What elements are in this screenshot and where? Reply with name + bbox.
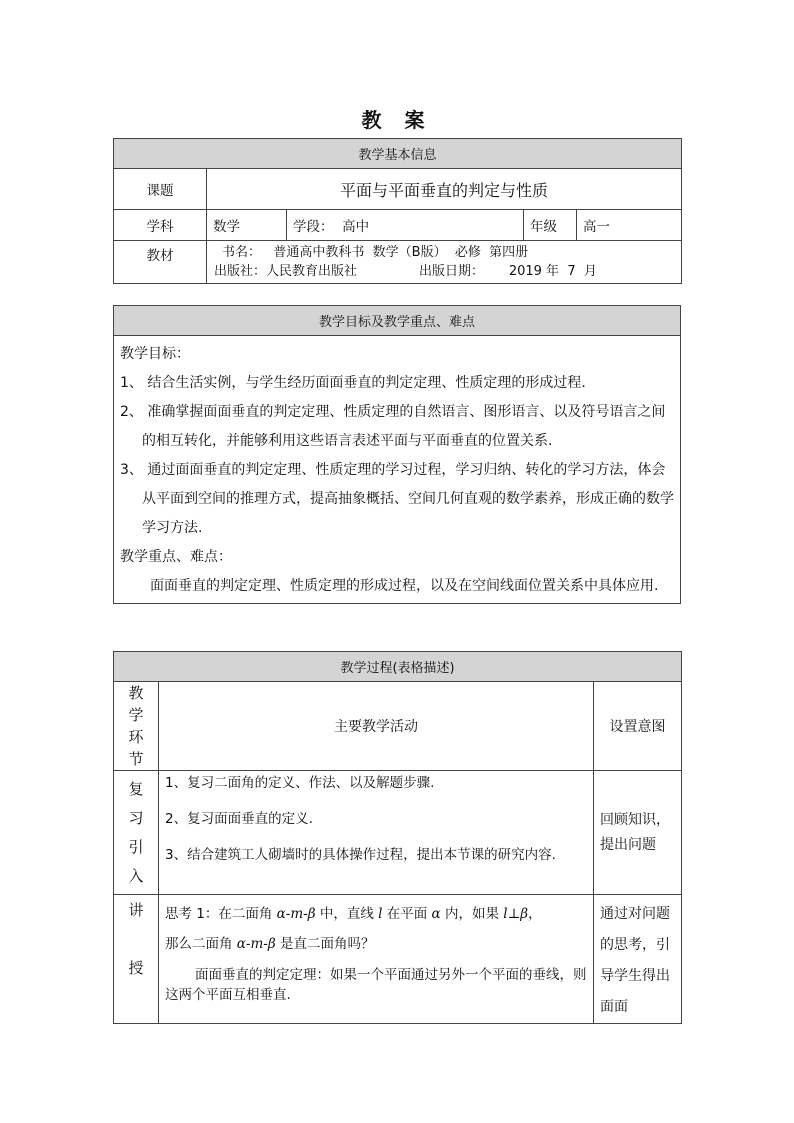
review-purpose: 回顾知识，提出问题 [594, 771, 682, 895]
pub-date-value: 2019 年 7 月 [508, 264, 597, 279]
col-purpose-header: 设置意图 [594, 682, 682, 771]
key-points-title: 教学重点、难点： [120, 549, 232, 565]
review-activity-2: 2、复习面面垂直的定义. [165, 811, 313, 827]
stage-cell [287, 210, 524, 241]
topic-label: 课题 [114, 169, 207, 210]
lecture-purpose: 通过对问题的思考，引导学生得出面面 [594, 895, 682, 1024]
goals-body [114, 336, 681, 604]
think-text: ， [528, 906, 542, 922]
review-stage-char: 复 [128, 779, 144, 798]
think-question-1-cont [165, 929, 587, 959]
pub-date-label: 出版日期： [419, 264, 485, 279]
goals-title: 教学目标： [120, 346, 190, 362]
goal-item-3: 3、 通过面面垂直的判定定理、性质定理的学习过程，学习归纳、转化的学习方法，体会从平面到空间的推理方式，提高抽象概括、空间几何直观的数学素养，形成正确的数学学习方法. [120, 462, 674, 536]
basic-info-table [113, 138, 682, 284]
stage-value: 高中 [342, 219, 370, 235]
review-activities [159, 771, 594, 895]
review-stage [114, 771, 159, 895]
book-name-value: 普通高中教科书 数学（B版） 必修 第四册 [273, 245, 529, 260]
math-expr: α-m-β [236, 936, 276, 952]
grade-label: 年级 [524, 210, 577, 241]
col-stage-char: 环 [128, 728, 144, 746]
theorem-text: 面面垂直的判定定理：如果一个平面通过另外一个平面的垂线，则这两个平面互相垂直. [165, 967, 587, 1003]
document-title: 教 案 [361, 108, 433, 132]
grade-value: 高一 [577, 210, 682, 241]
think-text: 内，如果 [440, 906, 504, 922]
textbook-info [207, 241, 682, 284]
goal-item-1: 1、 结合生活实例，与学生经历面面垂直的判定定理、性质定理的形成过程. [120, 375, 586, 391]
goals-table [113, 305, 681, 604]
math-expr: l⊥β [503, 906, 529, 922]
review-stage-char: 引 [128, 837, 144, 856]
key-points-text: 面面垂直的判定定理、性质定理的形成过程，以及在空间线面位置关系中具体应用. [150, 578, 659, 594]
lecture-stage-char: 授 [128, 959, 144, 977]
goals-header: 教学目标及教学重点、难点 [114, 306, 681, 336]
lecture-activities [159, 895, 594, 1024]
math-expr: α [431, 906, 441, 922]
col-stage-char: 学 [128, 706, 144, 724]
col-stage-char: 节 [128, 750, 144, 768]
subject-label: 学科 [114, 210, 207, 241]
math-expr: l [378, 906, 383, 922]
goal-item-2: 2、 准确掌握面面垂直的判定定理、性质定理的自然语言、图形语言、以及符号语言之间的相互转化，并能够利用这些语言表述平面与平面垂直的位置关系. [120, 404, 666, 449]
publisher-label: 出版社： [214, 264, 267, 279]
stage-label: 学段： [293, 219, 334, 235]
review-stage-char: 习 [128, 808, 144, 827]
col-stage-header [114, 682, 159, 771]
think-text: 那么二面角 [165, 936, 237, 952]
process-table [113, 651, 682, 1024]
basic-info-header: 教学基本信息 [114, 139, 682, 169]
review-stage-char: 入 [128, 866, 144, 885]
textbook-label: 教材 [114, 241, 207, 284]
review-activity-3: 3、结合建筑工人砌墙时的具体操作过程，提出本节课的研究内容. [165, 847, 556, 863]
col-activity-header: 主要教学活动 [159, 682, 594, 771]
book-name-label: 书名： [222, 245, 262, 260]
lecture-stage-char: 讲 [128, 901, 144, 919]
think-text: 思考 1：在二面角 [165, 906, 277, 922]
topic-value: 平面与平面垂直的判定与性质 [207, 169, 682, 210]
subject-value: 数学 [207, 210, 287, 241]
col-stage-char: 教 [128, 684, 144, 702]
lecture-stage [114, 895, 159, 1024]
publisher-value: 人民教育出版社 [266, 264, 358, 279]
think-question-1 [165, 899, 587, 929]
think-text: 是直二面角吗？ [275, 936, 375, 952]
think-text: 在平面 [382, 906, 432, 922]
math-expr: α-m-β [276, 906, 316, 922]
process-header: 教学过程(表格描述) [114, 652, 682, 682]
review-activity-1: 1、复习二面角的定义、作法、以及解题步骤. [165, 775, 435, 791]
think-text: 中，直线 [315, 906, 379, 922]
